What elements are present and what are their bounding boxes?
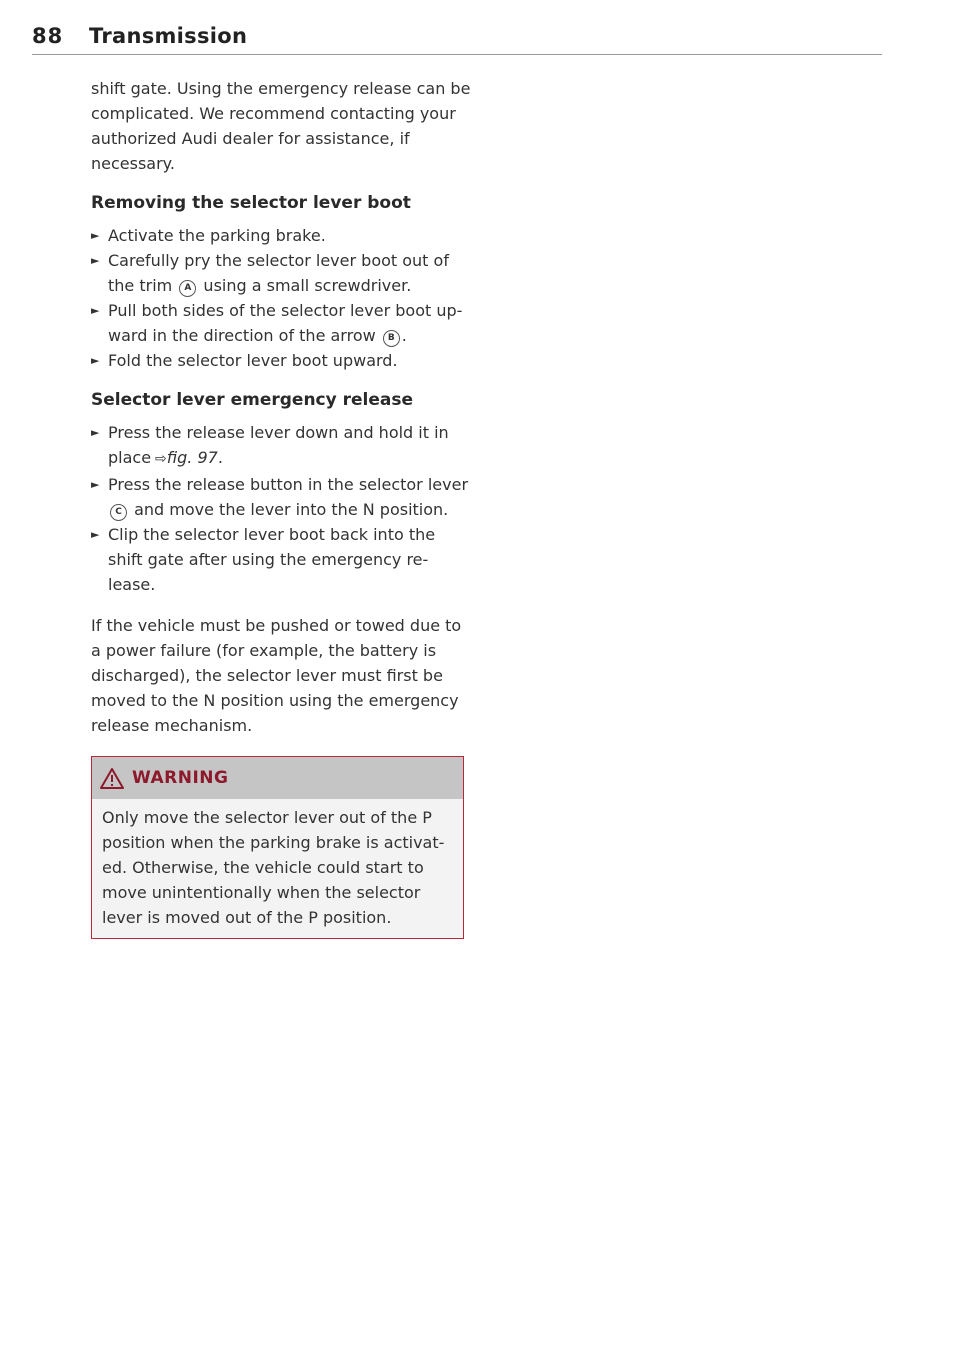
release-steps-list [91,420,471,597]
step-text: using a small screwdriver. [203,276,412,295]
warning-header [92,757,463,799]
warning-title: WARNING [132,768,229,788]
step-text: Clip the selector lever boot back into the shift gate after using the emergency re-lease. [108,525,436,594]
warning-triangle-icon [100,767,124,789]
figure-reference-link[interactable]: fig. 97 [166,448,218,467]
warning-box [91,756,464,939]
page-header [32,24,882,55]
list-item [91,522,471,597]
bullet-arrow-icon: ► [91,426,100,439]
step-text: Press the release lever down and hold it in place [108,423,449,467]
step-text: . [401,326,407,345]
page-number: 88 [32,24,64,48]
reference-arrow-icon: ⇨ [155,451,167,467]
callout-c-label: C [110,504,127,521]
list-item [91,420,471,472]
bullet-arrow-icon: ► [91,478,100,491]
step-text: Fold the selector lever boot upward. [108,351,398,370]
list-item [91,348,471,373]
step-text: Press the release button in the selector lever [108,475,469,494]
removing-steps-list [91,223,471,373]
list-item [91,223,471,248]
list-item [91,248,471,298]
list-item [91,298,471,348]
content-column [91,76,471,939]
step-text: Activate the parking brake. [108,226,326,245]
bullet-arrow-icon: ► [91,229,100,242]
bullet-arrow-icon: ► [91,304,100,317]
callout-a-label: A [179,280,196,297]
bullet-arrow-icon: ► [91,528,100,541]
note-paragraph: If the vehicle must be pushed or towed due to a power failure (for example, the battery is discharged), the selector lever must first be moved to the N position using the emergency release mechanism. [91,616,462,735]
step-text: Pull both sides of the selector lever boot up-ward in the direction of the arrow [108,301,463,345]
step-text: . [217,448,223,467]
list-item [91,472,471,522]
section-title: Transmission [89,24,248,48]
warning-text: Only move the selector lever out of the P position when the parking brake is activat-ed. Otherwise, the vehicle could start to move unintentionally when the selector lever is moved out of the P position. [102,808,445,927]
step-text: and move the lever into the N position. [134,500,449,519]
removing-boot-heading: Removing the selector lever boot [91,193,411,213]
emergency-release-heading: Selector lever emergency release [91,390,414,410]
bullet-arrow-icon: ► [91,354,100,367]
intro-paragraph: shift gate. Using the emergency release can be complicated. We recommend contacting your authorized Audi dealer for assistance, if necessary. [91,79,471,173]
callout-b-label: B [383,330,400,347]
bullet-arrow-icon: ► [91,254,100,267]
step-text: Carefully pry the selector lever boot out of the trim [108,251,449,295]
